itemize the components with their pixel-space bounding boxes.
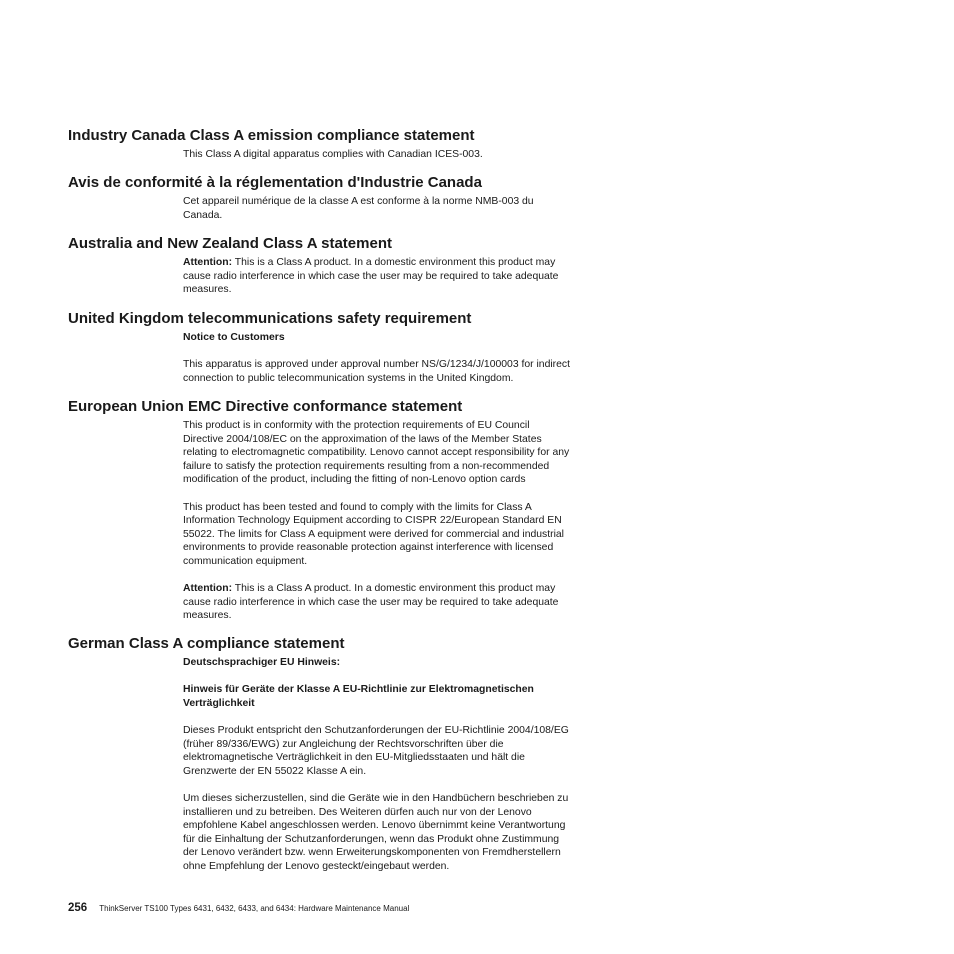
text-line: Information Technology Equipment according to CISPR 22/European Standard EN xyxy=(183,515,562,527)
body-eu-emc xyxy=(183,419,613,623)
text-line: failure to satisfy the protection requirements resulting from a non-recommended xyxy=(183,460,550,472)
body-australia-nz xyxy=(183,256,613,297)
heading-avis-canada: Avis de conformité à la réglementation d'Industrie Canada xyxy=(68,174,482,191)
text-line: cause radio interference in which case the user may be required to take adequate xyxy=(183,596,559,608)
text-line: This product has been tested and found to comply with the limits for Class A xyxy=(183,501,532,513)
page-footer xyxy=(68,901,409,916)
text-line: ohne Empfehlung der Lenovo gesteckt/eingebaut werden. xyxy=(183,860,450,872)
attention-text: This is a Class A product. In a domestic environment this product may xyxy=(232,257,556,268)
text-line: Directive 2004/108/EC on the approximation of the laws of the Member States xyxy=(183,433,542,445)
text-line: communication equipment. xyxy=(183,555,308,567)
attention-line xyxy=(183,256,613,270)
body-industry-canada xyxy=(183,148,613,162)
text-line: 55022. The limits for Class A equipment were derived for commercial and industrial xyxy=(183,528,564,540)
attention-text: This is a Class A product. In a domestic environment this product may xyxy=(232,583,556,595)
text-line: modification of the product, including the fitting of non-Lenovo option cards xyxy=(183,474,526,486)
text-line: environments to provide reasonable protection against interference with licensed xyxy=(183,542,554,554)
body-uk-telecom xyxy=(183,331,613,385)
document-title: ThinkServer TS100 Types 6431, 6432, 6433, and 6434: Hardware Maintenance Manual xyxy=(99,904,410,913)
notice-label: Notice to Customers xyxy=(183,332,285,343)
german-subheading: Hinweis für Geräte der Klasse A EU-Richtlinie zur Elektromagnetischen xyxy=(183,684,534,696)
attention-label: Attention: xyxy=(183,583,233,595)
text-line: connection to public telecommunication systems in the United Kingdom. xyxy=(183,372,514,384)
heading-eu-emc: European Union EMC Directive conformance statement xyxy=(68,398,463,415)
text-line: relating to electromagnetic compatibility. Lenovo cannot accept responsibility for any xyxy=(183,447,570,459)
body-avis-canada xyxy=(183,195,613,222)
heading-german-class-a: German Class A compliance statement xyxy=(68,635,345,652)
heading-australia-nz: Australia and New Zealand Class A statement xyxy=(68,235,392,252)
text-line: empfohlene Kabel angeschlossen werden. Lenovo übernimmt keine Verantwortung xyxy=(183,820,566,832)
attention-label: Attention: xyxy=(183,257,233,268)
body-german-class-a xyxy=(183,656,613,874)
text-line: measures. xyxy=(183,610,232,622)
text-line: Grenzwerte der EN 55022 Klasse A ein. xyxy=(183,765,367,777)
text-line: installieren und zu betreiben. Des Weiteren dürfen auch nur von der Lenovo xyxy=(183,806,532,818)
text-line: (früher 89/336/EWG) zur Angleichung der Rechtsvorschriften über die xyxy=(183,738,504,750)
text-line: Cet appareil numérique de la classe A est conforme à la norme NMB-003 du xyxy=(183,196,534,207)
text-line: für die Einhaltung der Schutzanforderungen, wenn das Produkt ohne Zustimmung xyxy=(183,833,560,845)
page-number: 256 xyxy=(68,902,88,914)
text-line: measures. xyxy=(183,284,232,296)
text-line: Canada. xyxy=(183,209,223,221)
text-line: Dieses Produkt entspricht den Schutzanforderungen der EU-Richtlinie 2004/108/EG xyxy=(183,724,569,736)
text-line: cause radio interference in which case the user may be required to take adequate xyxy=(183,270,559,282)
attention-line xyxy=(183,582,613,596)
text-line: This product is in conformity with the protection requirements of EU Council xyxy=(183,420,530,431)
text-line: Um dieses sicherzustellen, sind die Geräte wie in den Handbüchern beschrieben zu xyxy=(183,792,569,804)
text-line: der Lenovo verändert bzw. wenn Erweiterungskomponenten von Fremdherstellern xyxy=(183,847,561,859)
german-subheading: Verträglichkeit xyxy=(183,697,255,709)
text-line: elektromagnetische Verträglichkeit in den EU-Mitgliedsstaaten und hält die xyxy=(183,752,525,764)
heading-uk-telecom: United Kingdom telecommunications safety requirement xyxy=(68,310,472,327)
german-label: Deutschsprachiger EU Hinweis: xyxy=(183,657,341,668)
text-line: This apparatus is approved under approval number NS/G/1234/J/100003 for indirect xyxy=(183,359,570,371)
text-line: This Class A digital apparatus complies with Canadian ICES-003. xyxy=(183,149,483,160)
heading-industry-canada: Industry Canada Class A emission compliance statement xyxy=(68,127,475,144)
